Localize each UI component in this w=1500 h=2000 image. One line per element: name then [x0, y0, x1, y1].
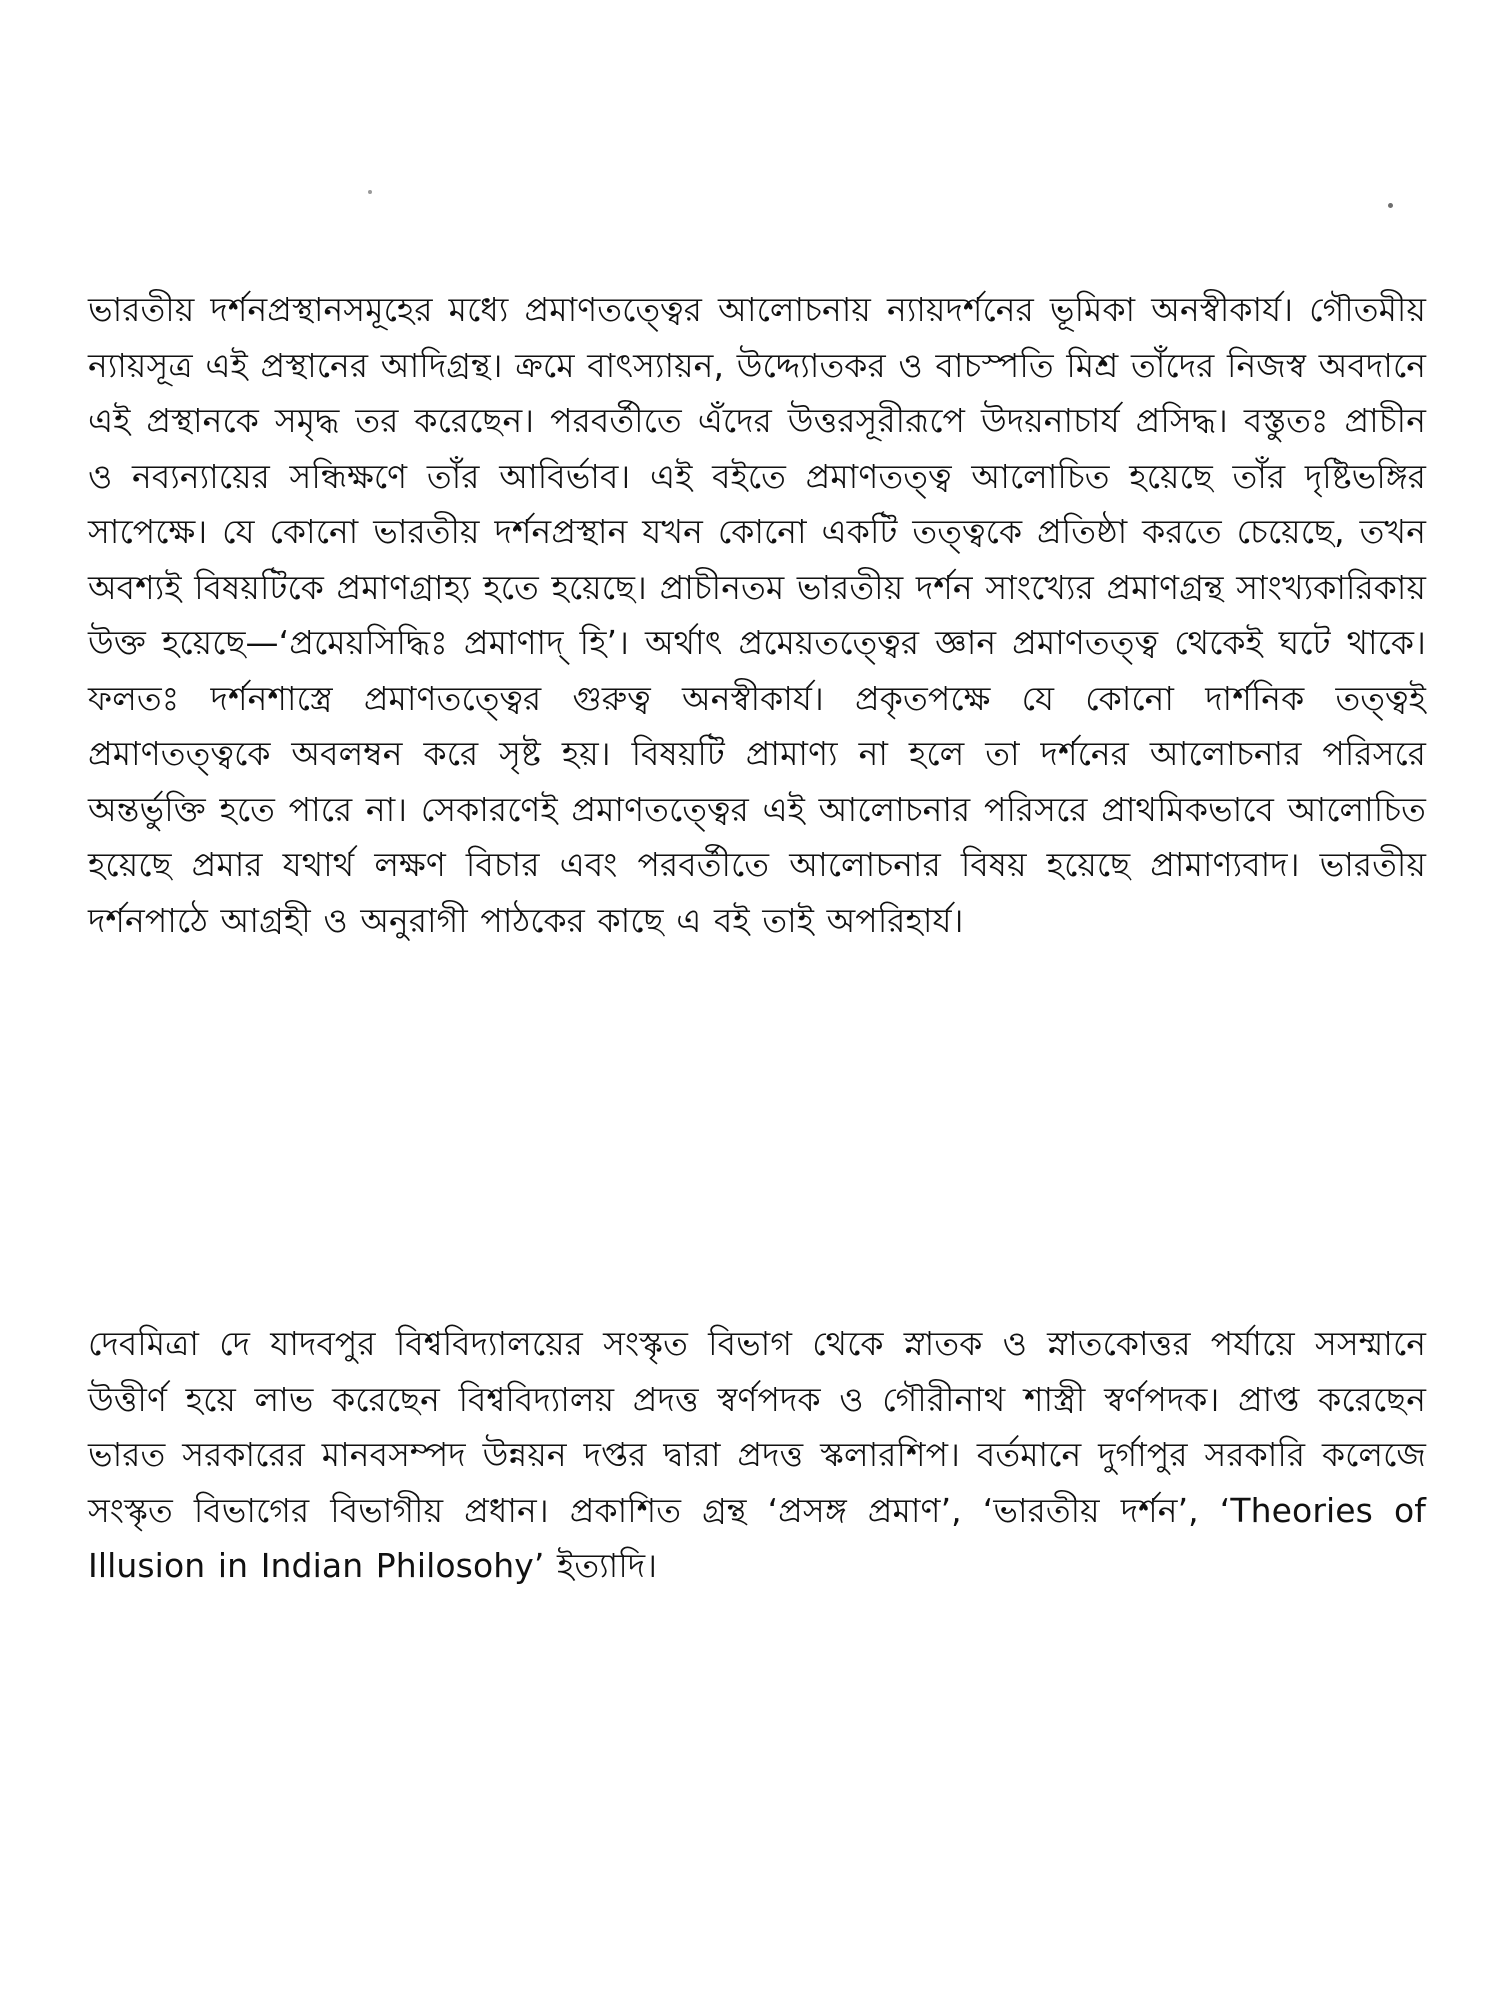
print-speck	[368, 190, 372, 194]
author-bio-paragraph: দেবমিত্রা দে যাদবপুর বিশ্ববিদ্যালয়ের সংস্কৃত বিভাগ থেকে স্নাতক ও স্নাতকোত্তর পর্যায়ে সসম্মানে উত্তীর্ণ হয়ে লাভ করেছেন বিশ্ববিদ্যালয় প্রদত্ত স্বর্ণপদক ও গৌরীনাথ শাস্ত্রী স্বর্ণপদক। প্রাপ্ত করেছেন ভারত সরকারের মানবসম্পদ উন্নয়ন দপ্তর দ্বারা প্রদত্ত স্কলারশিপ। বর্তমানে দুর্গাপুর সরকারি কলেজে সংস্কৃত বিভাগের বিভাগীয় প্রধান। প্রকাশিত গ্রন্থ ‘প্রসঙ্গ প্রমাণ’, ‘ভারতীয় দর্শন’, ‘Theories of Illusion in Indian Philosohy’ ইত্যাদি।	[88, 1324, 1426, 1585]
blurb-paragraph: ভারতীয় দর্শনপ্রস্থানসমূহের মধ্যে প্রমাণতত্ত্বের আলোচনায় ন্যায়দর্শনের ভূমিকা অনস্বীকার্য। গৌতমীয় ন্যায়সূত্র এই প্রস্থানের আদিগ্রন্থ। ক্রমে বাৎস্যায়ন, উদ্দ্যোতকর ও বাচস্পতি মিশ্র তাঁদের নিজস্ব অবদানে এই প্রস্থানকে সমৃদ্ধ তর করেছেন। পরবর্তীতে এঁদের উত্তরসূরীরূপে উদয়নাচার্য প্রসিদ্ধ। বস্তুতঃ প্রাচীন ও নব্যন্যায়ের সন্ধিক্ষণে তাঁর আবির্ভাব। এই বইতে প্রমাণতত্ত্ব আলোচিত হয়েছে তাঁর দৃষ্টিভঙ্গির সাপেক্ষে। যে কোনো ভারতীয় দর্শনপ্রস্থান যখন কোনো একটি তত্ত্বকে প্রতিষ্ঠা করতে চেয়েছে, তখন অবশ্যই বিষয়টিকে প্রমাণগ্রাহ্য হতে হয়েছে। প্রাচীনতম ভারতীয় দর্শন সাংখ্যের প্রমাণগ্রন্থ সাংখ্যকারিকায় উক্ত হয়েছে—‘প্রমেয়সিদ্ধিঃ প্রমাণাদ্ হি’। অর্থাৎ প্রমেয়তত্ত্বের জ্ঞান প্রমাণতত্ত্ব থেকেই ঘটে থাকে। ফলতঃ দর্শনশাস্ত্রে প্রমাণতত্ত্বের গুরুত্ব অনস্বীকার্য। প্রকৃতপক্ষে যে কোনো দার্শনিক তত্ত্বই প্রমাণতত্ত্বকে অবলম্বন করে সৃষ্ট হয়। বিষয়টি প্রামাণ্য না হলে তা দর্শনের আলোচনার পরিসরে অন্তর্ভুক্তি হতে পারে না। সেকারণেই প্রমাণতত্ত্বের এই আলোচনার পরিসরে প্রাথমিকভাবে আলোচিত হয়েছে প্রমার যথার্থ লক্ষণ বিচার এবং পরবর্তীতে আলোচনার বিষয় হয়েছে প্রামাণ্যবাদ। ভারতীয় দর্শনপাঠে আগ্রহী ও অনুরাগী পাঠকের কাছে এ বই তাই অপরিহার্য।	[88, 290, 1426, 940]
author-bio	[88, 1316, 1426, 1594]
print-speck	[1388, 203, 1393, 208]
book-blurb	[88, 282, 1426, 948]
